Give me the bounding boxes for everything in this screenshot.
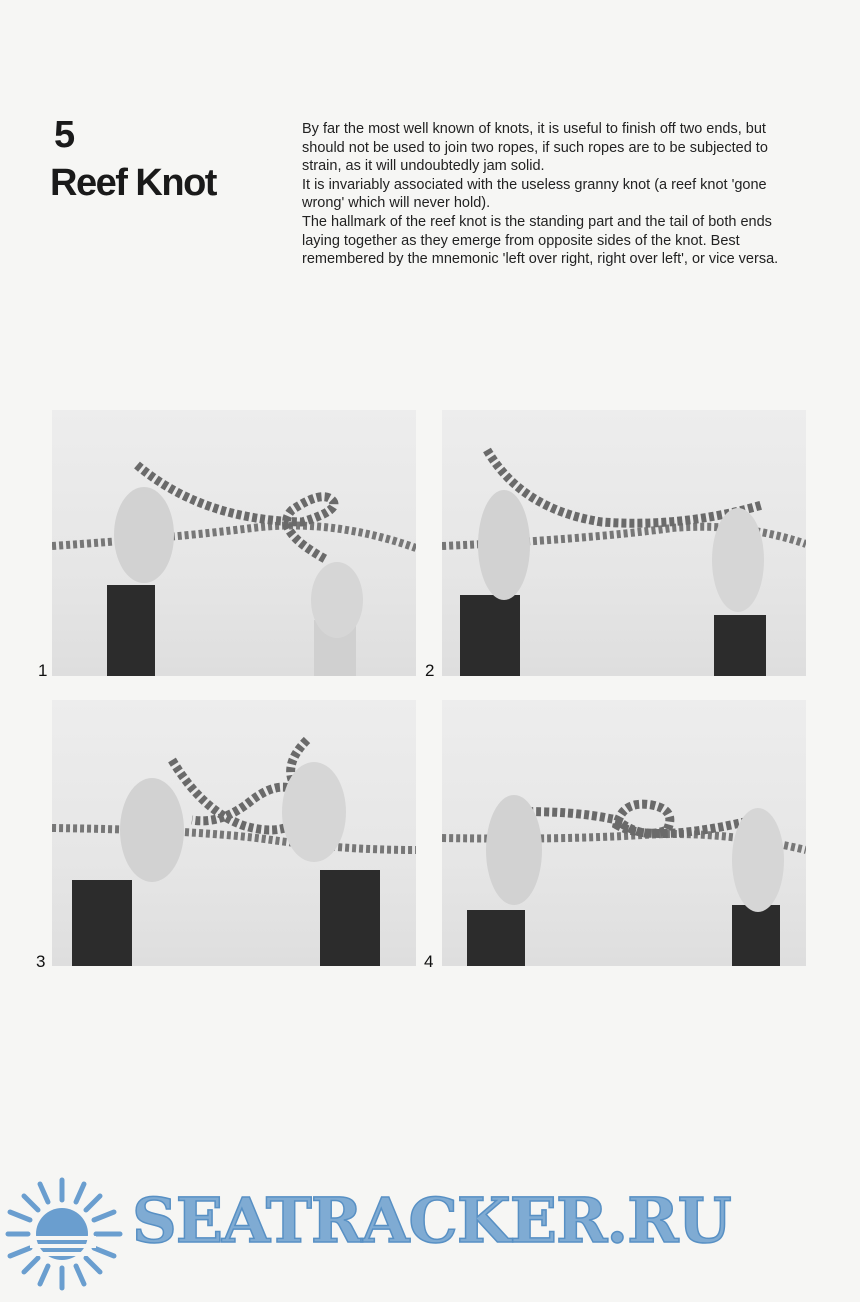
- step-label: 1: [38, 661, 48, 680]
- watermark-text: SEATRACKER.RU: [132, 1184, 731, 1257]
- step-2-photo: [442, 410, 806, 676]
- knot-number: 5: [54, 114, 76, 156]
- step-label: 4: [424, 952, 434, 971]
- step-3-photo: [52, 700, 416, 966]
- description-paragraph: The hallmark of the reef knot is the standing part and the tail of both ends laying together as they emerge from opposite sides of the knot. Best remembered by the mnemonic 'left over right, right over left', or vice versa.: [302, 213, 779, 268]
- description-paragraph: It is invariably associated with the useless granny knot (a reef knot 'gone wrong' which will never hold).: [302, 176, 767, 212]
- description: [302, 120, 792, 269]
- step-label: 2: [425, 661, 435, 680]
- step-4-photo: [442, 700, 806, 966]
- description-paragraph: By far the most well known of knots, it is useful to finish off two ends, but should not be used to join two ropes, if such ropes are to be subjected to strain, as it will undoubtedly jam solid.: [302, 121, 768, 175]
- knot-title: Reef Knot: [50, 162, 216, 204]
- sun-icon: [0, 1176, 128, 1294]
- step-1-photo: [52, 410, 416, 676]
- step-label: 3: [36, 952, 46, 971]
- watermark: [0, 1168, 860, 1302]
